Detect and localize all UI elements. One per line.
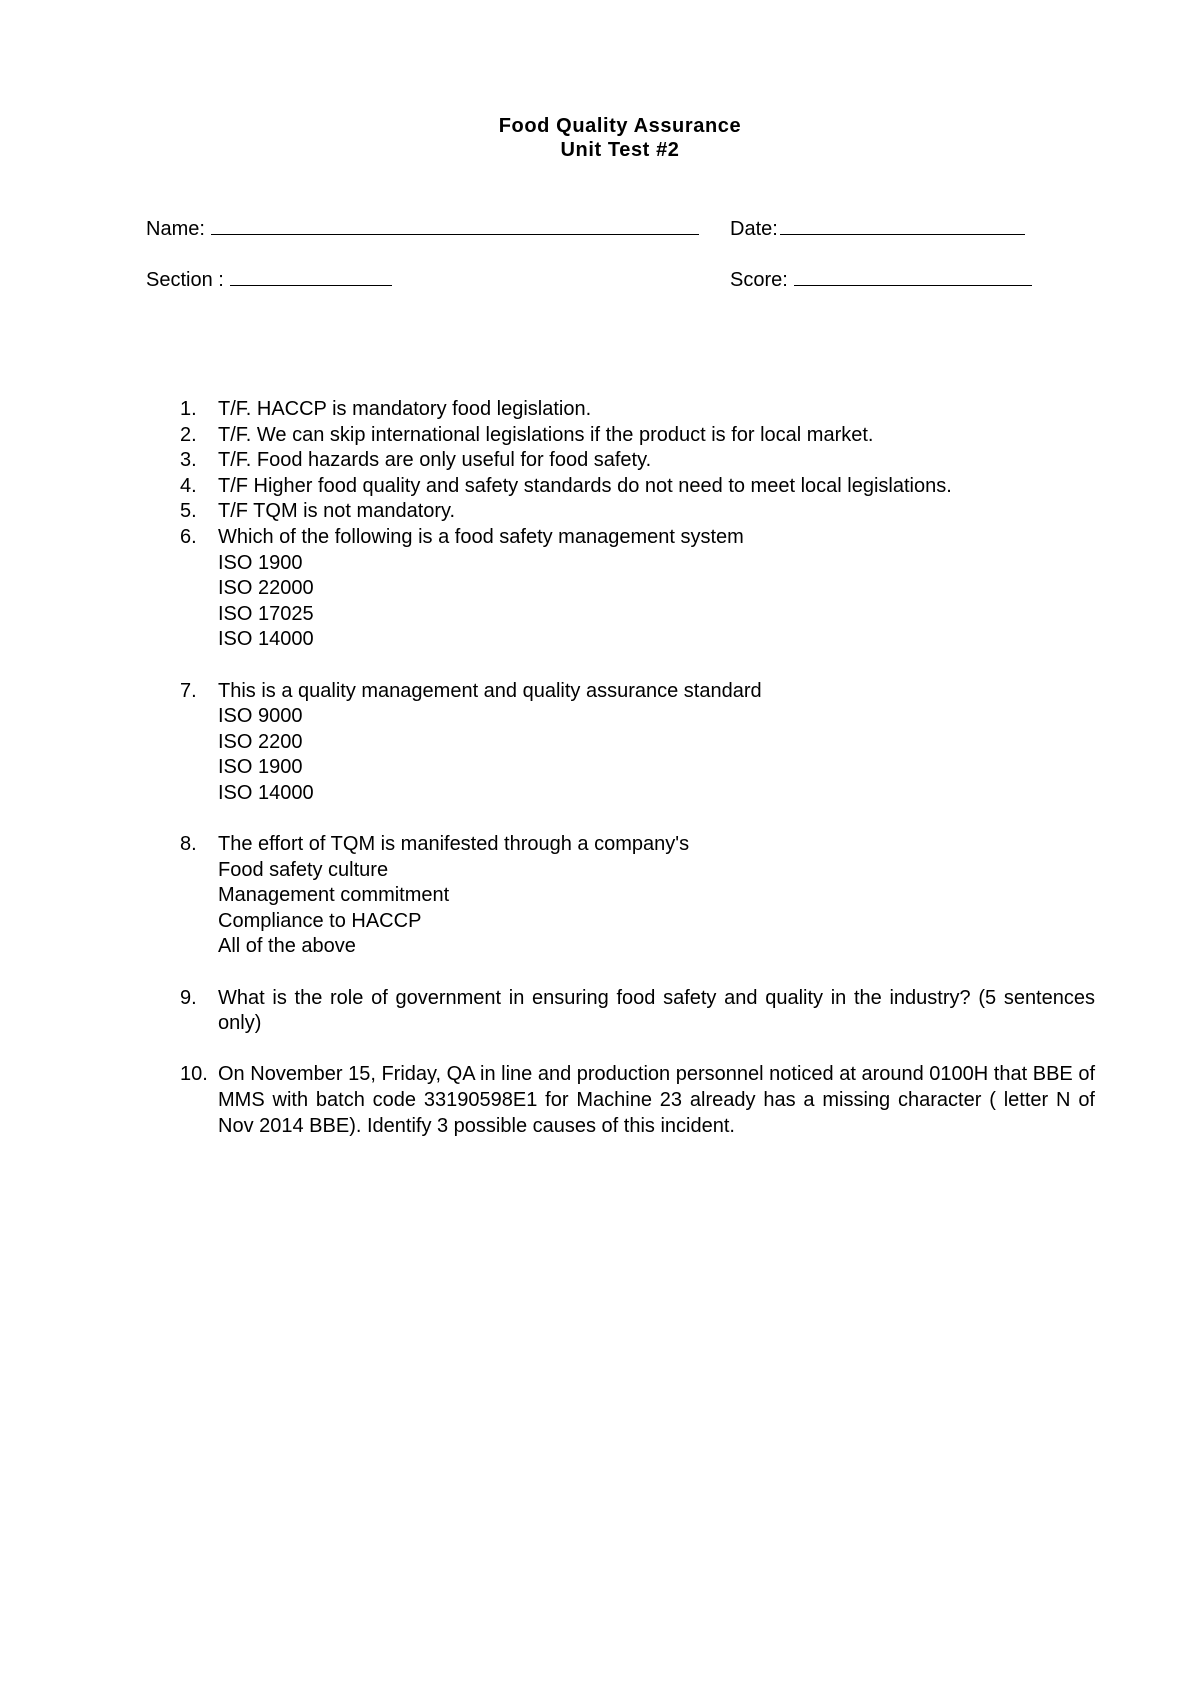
answer-option: ISO 22000: [218, 577, 314, 600]
answer-option: ISO 17025: [218, 602, 314, 625]
section-blank-line[interactable]: [230, 269, 392, 286]
section-label: Section :: [146, 269, 224, 291]
score-label: Score:: [730, 269, 788, 291]
question-7: [180, 679, 1095, 807]
question-text: On November 15, Friday, QA in line and production personnel noticed at around 0100H that BBE of MMS with batch code 33190598E1 for Machine 23 already has a missing character ( letter N of Nov 2014 BBE). Identify 3 possible causes of this incident.: [218, 1063, 1095, 1137]
question-number: 2.: [180, 423, 197, 446]
answer-option: ISO 14000: [218, 781, 314, 804]
question-number: 5.: [180, 500, 197, 523]
name-blank-line[interactable]: [211, 218, 699, 235]
answer-option: ISO 14000: [218, 628, 314, 651]
answer-option: Food safety culture: [218, 858, 389, 881]
score-field: [730, 269, 1032, 292]
date-blank-line[interactable]: [780, 218, 1025, 235]
answer-option: ISO 9000: [218, 705, 303, 728]
question-number: 7.: [180, 679, 197, 702]
question-text: The effort of TQM is manifested through a company's: [218, 833, 690, 856]
answer-option: ISO 1900: [218, 551, 303, 574]
question-number: 10.: [180, 1063, 208, 1086]
question-4: [180, 474, 1095, 500]
question-number: 6.: [180, 525, 197, 548]
question-10: [180, 1062, 1095, 1139]
question-text: T/F Higher food quality and safety standards do not need to meet local legislations.: [218, 474, 952, 497]
question-text: This is a quality management and quality assurance standard: [218, 679, 762, 702]
date-label: Date:: [730, 218, 778, 240]
question-9: [180, 986, 1095, 1037]
answer-option: Management commitment: [218, 884, 450, 907]
question-text: T/F TQM is not mandatory.: [218, 500, 456, 523]
question-number: 3.: [180, 449, 197, 472]
score-blank-line[interactable]: [794, 269, 1032, 286]
question-8: [180, 832, 1095, 960]
answer-option: All of the above: [218, 935, 356, 958]
question-text: T/F. We can skip international legislations if the product is for local market.: [218, 423, 874, 446]
question-3: [180, 448, 1095, 474]
question-number: 4.: [180, 474, 197, 497]
question-1: [180, 397, 1095, 423]
answer-option: Compliance to HACCP: [218, 909, 422, 932]
question-list: [180, 397, 1095, 1139]
section-field: [146, 269, 392, 292]
document-title: Food Quality Assurance: [498, 115, 742, 137]
question-text: Which of the following is a food safety management system: [218, 525, 744, 548]
question-number: 9.: [180, 986, 197, 1009]
question-text: T/F. Food hazards are only useful for food safety.: [218, 449, 652, 472]
question-text: T/F. HACCP is mandatory food legislation.: [218, 398, 592, 420]
question-6: [180, 525, 1095, 653]
question-number: 1.: [180, 398, 197, 420]
name-field: [146, 218, 699, 241]
question-5: [180, 499, 1095, 525]
question-number: 8.: [180, 833, 197, 856]
name-label: Name:: [146, 218, 205, 240]
document-subtitle: Unit Test #2: [560, 139, 680, 161]
question-2: [180, 423, 1095, 449]
answer-option: ISO 1900: [218, 756, 303, 779]
question-text: What is the role of government in ensuring food safety and quality in the industry? (5 sentences only): [218, 986, 1095, 1035]
answer-option: ISO 2200: [218, 730, 303, 753]
date-field: [730, 218, 1025, 241]
